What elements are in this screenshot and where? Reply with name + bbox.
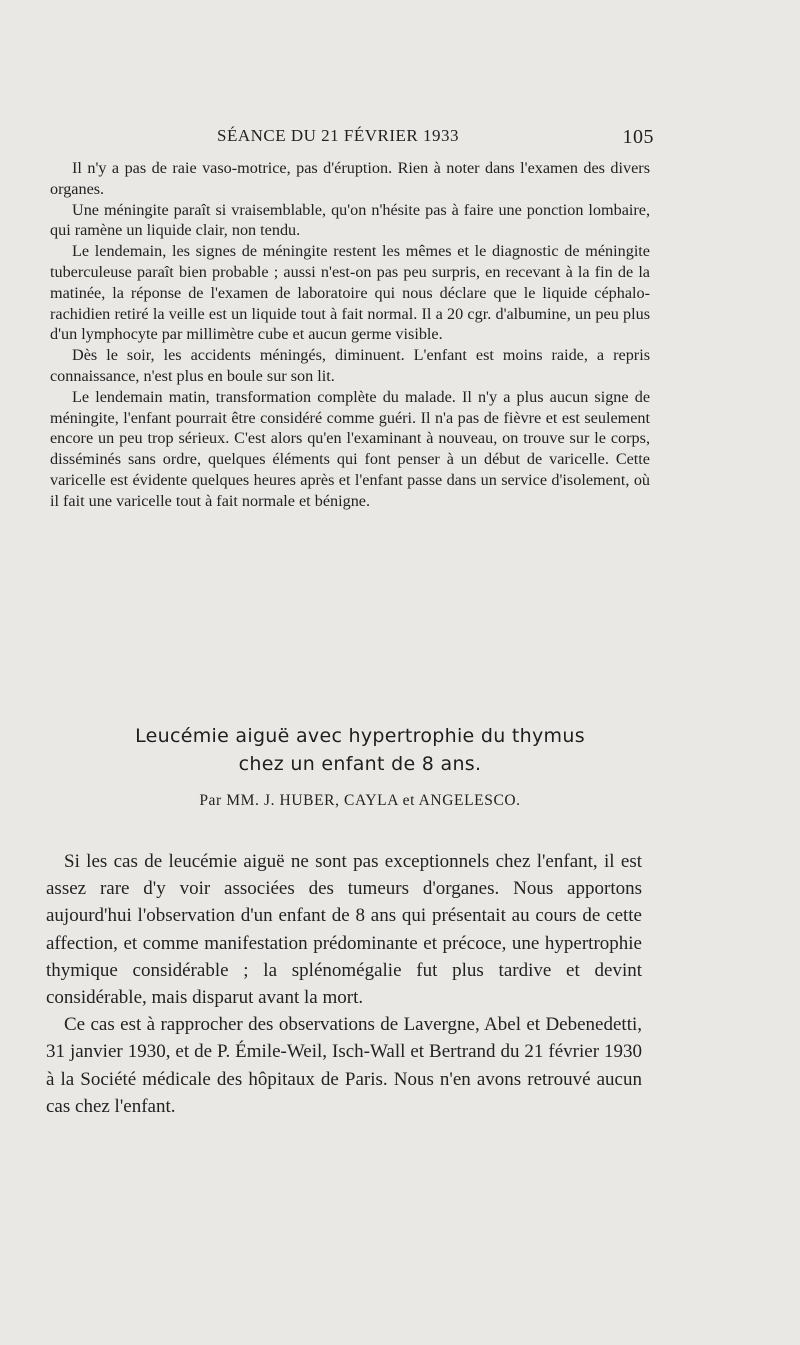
article-authors: Par MM. J. HUBER, CAYLA et ANGELESCO.	[199, 792, 521, 809]
article-title-line: chez un enfant de 8 ans.	[238, 753, 482, 775]
article-title	[50, 722, 670, 778]
article-body	[46, 848, 642, 1120]
article-title-line: Leucémie aiguë avec hypertrophie du thymus	[135, 725, 585, 747]
paragraph: Dès le soir, les accidents méningés, diminuent. L'enfant est moins raide, a repris connaissance, n'est plus en boule sur son lit.	[50, 346, 650, 385]
paragraph: Ce cas est à rapprocher des observations de Lavergne, Abel et Debenedetti, 31 janvier 1930, et de P. Émile-Weil, Isch-Wall et Bertrand du 21 février 1930 à la Société médicale des hôpitaux de Paris. Nous n'en avons retrouvé aucun cas chez l'enfant.	[46, 1014, 642, 1117]
running-title: SÉANCE DU 21 FÉVRIER 1933	[217, 126, 460, 145]
paragraph: Si les cas de leucémie aiguë ne sont pas exceptionnels chez l'enfant, il est assez rare d'y voir associées des tumeurs d'organes. Nous apportons aujourd'hui l'observation d'un enfant de 8 ans qui présentait au cours de cette affection, et comme manifestation prédominante et précoce, une hypertrophie thymique considérable ; la splénomégalie fut plus tardive et devint considérable, mais disparut avant la mort.	[46, 851, 642, 1009]
page-number: 105	[622, 126, 654, 148]
paragraph: Il n'y a pas de raie vaso-motrice, pas d'éruption. Rien à noter dans l'examen des divers organes.	[50, 159, 650, 198]
continued-case-text	[50, 158, 650, 512]
paragraph: Une méningite paraît si vraisemblable, qu'on n'hésite pas à faire une ponction lombaire, qui ramène un liquide clair, non tendu.	[50, 200, 650, 240]
paragraph: Le lendemain matin, transformation complète du malade. Il n'y a plus aucun signe de méningite, l'enfant pourrait être considéré comme guéri. Il n'a pas de fièvre et est seulement encore un peu trop sérieux. C'est alors qu'en l'examinant à nouveau, on trouve sur le corps, disséminés sans ordre, quelques éléments qui font penser à un début de varicelle. Cette varicelle est évidente quelques heures après et l'enfant passe dans un service d'isolement, où il fait une varicelle tout à fait normale et bénigne.	[50, 387, 650, 510]
paragraph: Le lendemain, les signes de méningite restent les mêmes et le diagnostic de méningite tuberculeuse paraît bien probable ; aussi n'est-on pas peu surpris, en recevant à la fin de la matinée, la réponse de l'examen de laboratoire qui nous déclare que le liquide céphalo-rachidien retiré la veille est un liquide tout à fait normal. Il a 20 cgr. d'albumine, un peu plus d'un lymphocyte par millimètre cube et aucun germe visible.	[50, 242, 650, 344]
running-header	[50, 126, 654, 154]
